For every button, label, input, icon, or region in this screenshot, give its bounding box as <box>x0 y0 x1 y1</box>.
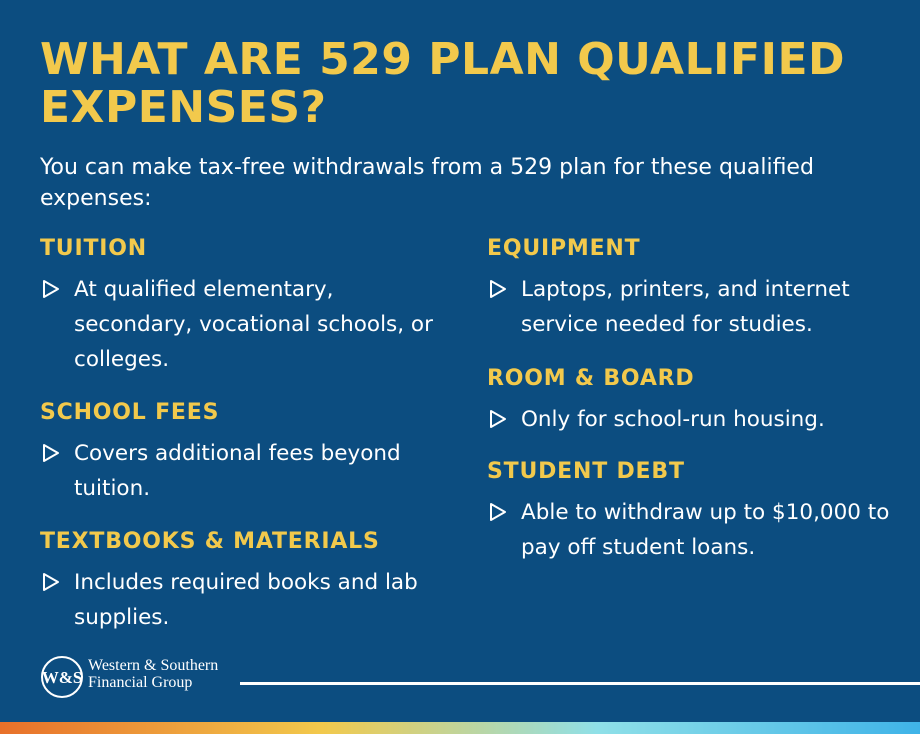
list-item-text: At qualified elementary, secondary, vocational schools, or colleges. <box>74 277 433 372</box>
section-tuition <box>40 236 450 377</box>
page-title: WHAT ARE 529 PLAN QUALIFIED EXPENSES? <box>40 34 846 133</box>
section-heading: SCHOOL FEES <box>40 400 220 425</box>
list-item <box>40 565 450 635</box>
list-item-text: Includes required books and lab supplies. <box>74 570 418 630</box>
divider-line <box>240 682 920 685</box>
section-student-debt <box>487 459 897 565</box>
logo-line2: Financial Group <box>88 674 193 691</box>
list-item-text: Covers additional fees beyond tuition. <box>74 441 401 501</box>
list-item <box>487 272 897 342</box>
triangle-bullet-icon <box>42 279 60 299</box>
list-item <box>487 402 897 437</box>
ws-monogram-icon <box>40 655 84 699</box>
list-item <box>40 436 450 506</box>
section-school-fees <box>40 400 450 506</box>
section-heading: ROOM & BOARD <box>487 366 695 391</box>
logo-wordmark <box>88 657 218 691</box>
section-heading: TUITION <box>40 236 147 261</box>
list-item-text: Laptops, printers, and internet service needed for studies. <box>521 277 850 337</box>
section-textbooks <box>40 529 450 635</box>
intro-text: You can make tax-free withdrawals from a 529 plan for these qualified expenses: <box>40 155 814 211</box>
list-item-text: Able to withdraw up to $10,000 to pay off student loans. <box>521 500 890 560</box>
list-item-text: Only for school-run housing. <box>521 407 825 432</box>
triangle-bullet-icon <box>489 409 507 429</box>
list-item <box>40 272 450 377</box>
triangle-bullet-icon <box>489 502 507 522</box>
logo-line1: Western & Southern <box>88 657 219 674</box>
section-heading: TEXTBOOKS & MATERIALS <box>40 529 380 554</box>
triangle-bullet-icon <box>42 443 60 463</box>
section-equipment <box>487 236 897 342</box>
company-logo <box>40 655 240 695</box>
section-heading: EQUIPMENT <box>487 236 641 261</box>
list-item <box>487 495 897 565</box>
triangle-bullet-icon <box>42 572 60 592</box>
gradient-bar <box>0 722 920 734</box>
section-room-board <box>487 366 897 437</box>
triangle-bullet-icon <box>489 279 507 299</box>
logo-monogram: W&S <box>41 668 83 687</box>
section-heading: STUDENT DEBT <box>487 459 685 484</box>
